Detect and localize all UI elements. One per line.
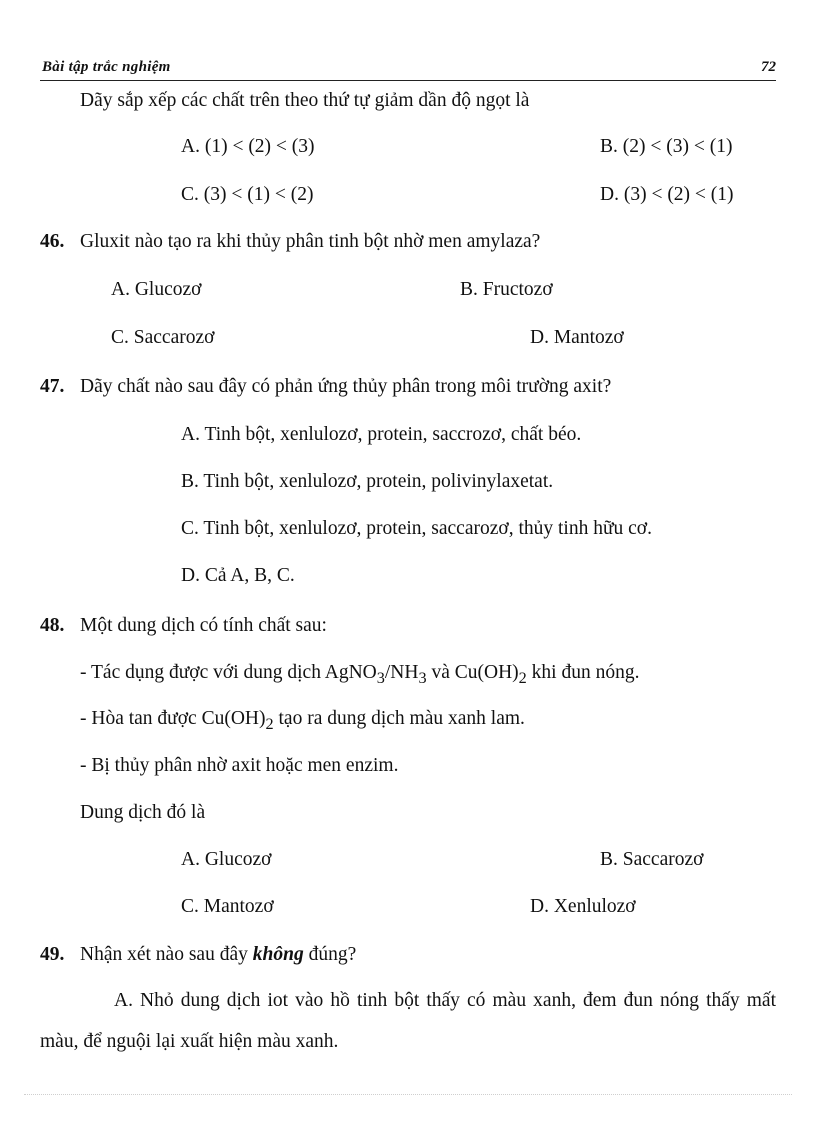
emphasis-khong: không: [252, 944, 304, 965]
question-47: [40, 374, 611, 400]
page-number: 72: [761, 59, 776, 75]
q48-option-c: C. Mantozơ: [181, 896, 274, 917]
q48-option-a: A. Glucozơ: [181, 849, 272, 870]
q48-property-1: - Tác dụng được với dung dịch $AgNO_3/NH_3$ và $Cu(OH)_2$ khi đun nóng.: [80, 662, 640, 687]
q47-option-a: A. Tinh bột, xenlulozơ, protein, saccrozơ, chất béo.: [181, 424, 582, 445]
question-47-text: Dãy chất nào sau đây có phản ứng thủy phân trong môi trường axit?: [80, 376, 612, 397]
q47-option-c: C. Tinh bột, xenlulozơ, protein, saccarozơ, thủy tinh hữu cơ.: [181, 518, 652, 539]
header-title: Bài tập trắc nghiệm: [42, 59, 171, 75]
q46-option-a: A. Glucozơ: [111, 279, 202, 300]
intro-option-b: B. (2) < (3) < (1): [600, 136, 733, 157]
question-46-number: 46.: [40, 231, 65, 252]
intro-option-d: D. (3) < (2) < (1): [600, 184, 734, 205]
intro-option-c: C. (3) < (1) < (2): [181, 184, 314, 205]
q49-option-a: A. Nhỏ dung dịch iot vào hồ tinh bột thấy có màu xanh, đem đun nóng thấy mất màu, để nguội lại xuất hiện màu xanh.: [40, 990, 776, 1052]
q46-option-b: B. Fructozơ: [460, 279, 553, 300]
intro-option-a: A. (1) < (2) < (3): [181, 136, 315, 157]
question-48-number: 48.: [40, 615, 65, 636]
intro-question: Dãy sắp xếp các chất trên theo thứ tự giảm dần độ ngọt là: [80, 90, 530, 111]
question-48: [40, 613, 327, 639]
q48-prompt: Dung dịch đó là: [80, 802, 206, 823]
q48-property-3: - Bị thủy phân nhờ axit hoặc men enzim.: [80, 755, 399, 776]
question-47-number: 47.: [40, 376, 65, 397]
q46-option-d: D. Mantozơ: [530, 327, 624, 348]
question-49-number: 49.: [40, 944, 65, 965]
question-49: 49. Nhận xét nào sau đây không đúng?: [40, 942, 356, 968]
q47-option-b: B. Tinh bột, xenlulozơ, protein, polivinylaxetat.: [181, 471, 554, 492]
page-header: [40, 58, 776, 81]
question-46-text: Gluxit nào tạo ra khi thủy phân tinh bột nhờ men amylaza?: [80, 231, 541, 252]
question-46: [40, 229, 540, 255]
question-48-text: Một dung dịch có tính chất sau:: [80, 615, 327, 636]
q48-property-2: - Hòa tan được $Cu(OH)_2$ tạo ra dung dịch màu xanh lam.: [80, 708, 525, 733]
q48-option-b: B. Saccarozơ: [600, 849, 704, 870]
q48-option-d: D. Xenlulozơ: [530, 896, 636, 917]
footer-divider: [24, 1094, 792, 1095]
q47-option-d: D. Cả A, B, C.: [181, 565, 295, 586]
q46-option-c: C. Saccarozơ: [111, 327, 215, 348]
